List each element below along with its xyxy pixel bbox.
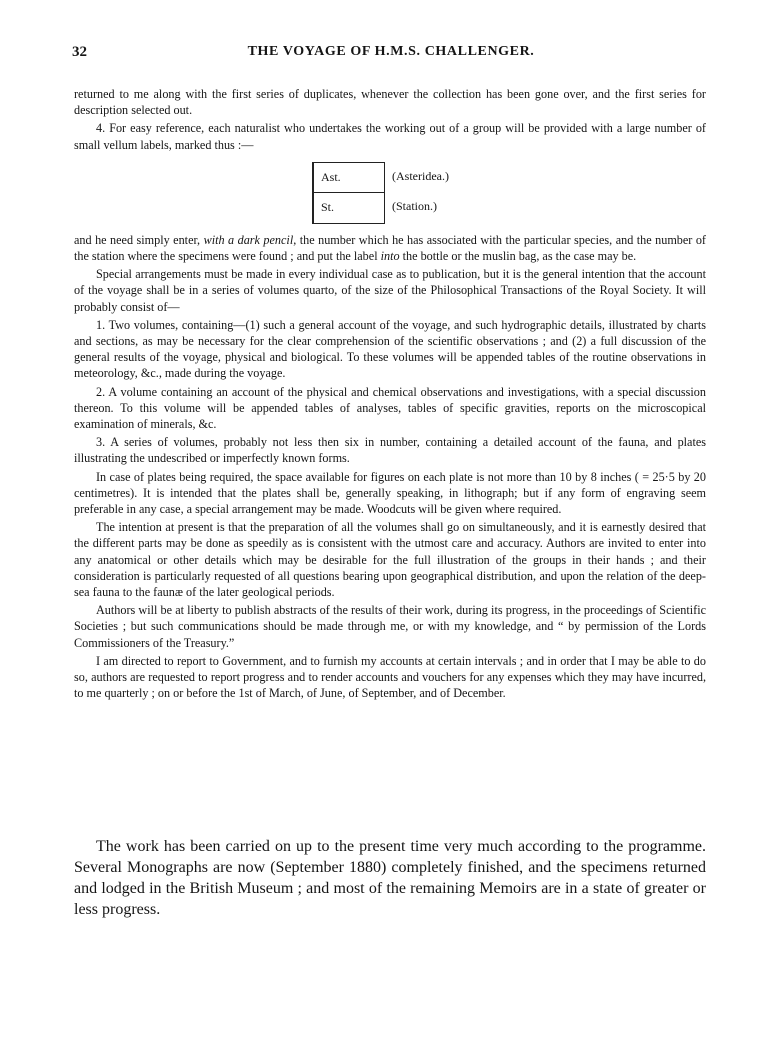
instruction-post: the bottle or the muslin bag, as the case may be. <box>399 249 637 264</box>
paragraph-abstracts: Authors will be at liberty to publish abstracts of the results of their work, during its progress, in the proceedings of Scientific Societies ; but such communications should be made through me, or with my knowledge, and “ by permission of the Lords Commissioners of the Treasury.” <box>74 603 706 650</box>
label-field-station: St. <box>321 199 335 214</box>
instruction-em-into: into <box>380 249 400 264</box>
paragraph-item-2: 2. A volume containing an account of the physical and chemical observations and investigations, with a special discussion thereon. To this volume will be appended tables of analyses, tables of specific gravities, reports on the microscopical examination of minerals, &c. <box>74 384 706 432</box>
paragraph-labels-intro: 4. For easy reference, each naturalist who undertakes the working out of a group will be provided with a large number of small vellum labels, marked thus :— <box>74 121 706 152</box>
instruction-pre: and he need simply enter, <box>74 232 204 247</box>
page-header <box>72 44 710 68</box>
label-note-station: (Station.) <box>392 198 437 213</box>
label-field-group: Ast. <box>314 163 384 193</box>
page-number: 32 <box>72 44 87 60</box>
paragraph-continuation: returned to me along with the first series of duplicates, whenever the collection has been gone over, and the first series for description selected out. <box>74 87 706 118</box>
paragraph-label-instruction <box>74 232 706 264</box>
instruction-mid: , the number which he has associated with the particular species, and the number of the station where the specimens were found ; and put the label <box>74 232 706 264</box>
instruction-em-dark-pencil: with a dark pencil <box>203 232 294 247</box>
vellum-label-diagram <box>74 162 706 224</box>
paragraph-publication: Special arrangements must be made in every individual case as to publication, but it is the general intention that the account of the voyage shall be in a series of volumes quarto, of the size of the Philosophical Transactions of the Royal Society. It will probably consist of— <box>74 267 706 314</box>
vellum-label-box <box>312 162 385 224</box>
paragraph-intention: The intention at present is that the preparation of all the volumes shall go on simultaneously, and it is earnestly desired that the different parts may be done as speedily as is consistent with the utmost care and accuracy. Authors are invited to enter into any anatomical or other details which may be desirable for the full illustration of the groups in their hands ; and their consideration is particularly requested of all questions bearing upon geographical distribution, and upon the relation of the deep-sea fauna to the faunæ of the later geological periods. <box>74 520 706 600</box>
label-note-group: (Asteridea.) <box>392 168 449 183</box>
paragraph-plates: In case of plates being required, the space available for figures on each plate is not more than 10 by 8 inches ( = 25·5 by 20 centimetres). It is intended that the plates shall be, generally speaking, in lithograph; but if any form of engraving seem preferable in any case, a special arrangement may be made. Woodcuts will be given where required. <box>74 469 706 517</box>
running-title: THE VOYAGE OF H.M.S. CHALLENGER. <box>247 44 535 59</box>
paragraph-item-1: 1. Two volumes, containing—(1) such a general account of the voyage, and such hydrographic details, illustrated by charts and sections, as may be necessary for the clear comprehension of the scientific observations ; and (2) a full discussion of the general results of the voyage, physical and biological. To these volumes will be appended tables of the routine observations in meteorology, &c., made during the voyage. <box>74 317 706 381</box>
closing-paragraph: The work has been carried on up to the present time very much according to the programme. Several Monographs are now (September 1880) completely finished, and the specimens returned and lodged in the British Museum ; and most of the remaining Memoirs are in a state of greater or less progress. <box>74 838 706 918</box>
body-text <box>74 86 706 704</box>
paragraph-item-3: 3. A series of volumes, probably not less then six in number, containing a detailed account of the fauna, and plates illustrating the undescribed or imperfectly known forms. <box>74 435 706 466</box>
label-notes <box>392 162 449 222</box>
paragraph-reports: I am directed to report to Government, and to furnish my accounts at certain intervals ; and in order that I may be able to do so, authors are requested to report progress and to render accounts and vouchers for any expenses which they may have incurred, to me quarterly ; on or before the 1st of March, of June, of September, and of December. <box>74 653 706 701</box>
